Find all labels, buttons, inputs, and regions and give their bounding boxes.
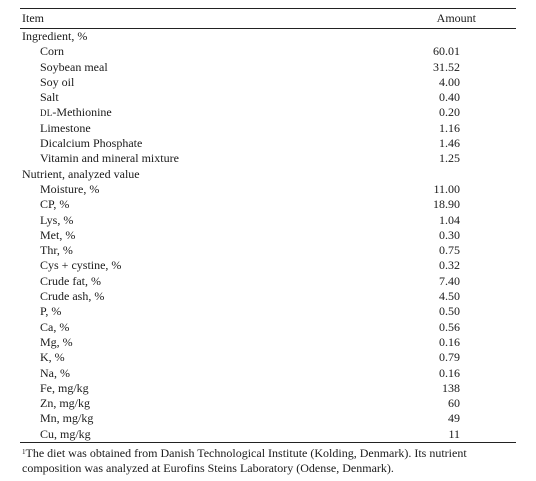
- row-label: Crude fat, %: [40, 273, 101, 288]
- row-label: Limestone: [40, 120, 91, 135]
- section-title: Ingredient, %: [22, 29, 88, 43]
- row-value: 1.16: [439, 120, 460, 135]
- footnote-text: The diet was obtained from Danish Technological Institute (Kolding, Denmark). Its nutrient composition was analyzed at Eurofins Steins Laboratory (Odense, Denmark).: [22, 446, 467, 475]
- table-body: [20, 29, 516, 442]
- row-value: 0.32: [439, 258, 460, 273]
- table-row: [20, 90, 516, 105]
- row-value: 0.75: [439, 243, 460, 258]
- table-row: [20, 366, 516, 381]
- row-value: 1.25: [439, 151, 460, 166]
- row-value: 7.40: [439, 273, 460, 288]
- row-value: 60: [448, 396, 460, 411]
- row-value: 0.16: [439, 334, 460, 349]
- row-value: 0.30: [439, 227, 460, 242]
- row-label: Met, %: [40, 227, 76, 242]
- table-row: [20, 151, 516, 166]
- row-value: 0.50: [439, 304, 460, 319]
- row-label: Fe, mg/kg: [40, 380, 89, 395]
- table-row: [20, 105, 516, 120]
- row-label: CP, %: [40, 197, 70, 212]
- row-value: 11: [448, 426, 460, 441]
- table-row: [20, 44, 516, 59]
- table-row: [20, 75, 516, 90]
- row-value: 0.16: [439, 365, 460, 380]
- table-bottom-rule: [20, 442, 516, 443]
- row-label-prefix: DL: [40, 108, 53, 119]
- row-label: Crude ash, %: [40, 289, 105, 304]
- table-row: [20, 182, 516, 197]
- row-label: Cu, mg/kg: [40, 426, 91, 441]
- table-row: [20, 304, 516, 319]
- table-row: [20, 243, 516, 258]
- table-row: [20, 350, 516, 365]
- row-value: 4.50: [439, 289, 460, 304]
- row-value: 31.52: [433, 59, 460, 74]
- row-label: Salt: [40, 90, 59, 105]
- row-label: [40, 105, 112, 121]
- row-value: 0.79: [439, 350, 460, 365]
- row-label: Mn, mg/kg: [40, 411, 94, 426]
- row-value: 4.00: [439, 74, 460, 89]
- table-row: [20, 274, 516, 289]
- row-label: Dicalcium Phosphate: [40, 136, 143, 151]
- table-header-row: [20, 9, 516, 28]
- section-header-row: [20, 29, 516, 44]
- header-item: Item: [22, 11, 44, 25]
- table-row: [20, 320, 516, 335]
- row-label: Soybean meal: [40, 59, 108, 74]
- table-row: [20, 411, 516, 426]
- table-row: [20, 258, 516, 273]
- footnote-marker: 1: [22, 448, 26, 456]
- row-label: Thr, %: [40, 243, 73, 258]
- row-label: Na, %: [40, 365, 70, 380]
- table-row: [20, 289, 516, 304]
- row-label: Cys + cystine, %: [40, 258, 122, 273]
- row-label: Zn, mg/kg: [40, 396, 90, 411]
- row-label-text: -Methionine: [52, 105, 112, 120]
- row-value: 0.56: [439, 319, 460, 334]
- row-label: P, %: [40, 304, 62, 319]
- row-label: K, %: [40, 350, 65, 365]
- row-value: 60.01: [433, 44, 460, 59]
- table-row: [20, 396, 516, 411]
- row-label: Corn: [40, 44, 64, 59]
- row-value: 138: [442, 380, 460, 395]
- table-row: [20, 335, 516, 350]
- row-value: 11.00: [433, 181, 460, 196]
- row-label: Moisture, %: [40, 181, 100, 196]
- row-label: Ca, %: [40, 319, 70, 334]
- table-row: [20, 381, 516, 396]
- row-label: Lys, %: [40, 212, 74, 227]
- row-label: Soy oil: [40, 74, 75, 89]
- row-value: 1.04: [439, 212, 460, 227]
- section-header-row: [20, 167, 516, 182]
- header-amount: Amount: [436, 11, 476, 25]
- row-value: 49: [448, 411, 460, 426]
- row-value: 1.46: [439, 136, 460, 151]
- row-value: 0.20: [439, 105, 460, 120]
- row-value: 0.40: [439, 90, 460, 105]
- row-value: 18.90: [433, 197, 460, 212]
- row-label: Mg, %: [40, 334, 73, 349]
- table-row: [20, 213, 516, 228]
- table-row: [20, 121, 516, 136]
- diet-composition-table: [20, 8, 516, 443]
- section-title: Nutrient, analyzed value: [22, 166, 140, 181]
- table-row: [20, 136, 516, 151]
- row-label: Vitamin and mineral mixture: [40, 151, 179, 166]
- table-row: [20, 427, 516, 442]
- table-row: [20, 197, 516, 212]
- table-row: [20, 228, 516, 243]
- table-footnote: [22, 446, 522, 475]
- table-row: [20, 60, 516, 75]
